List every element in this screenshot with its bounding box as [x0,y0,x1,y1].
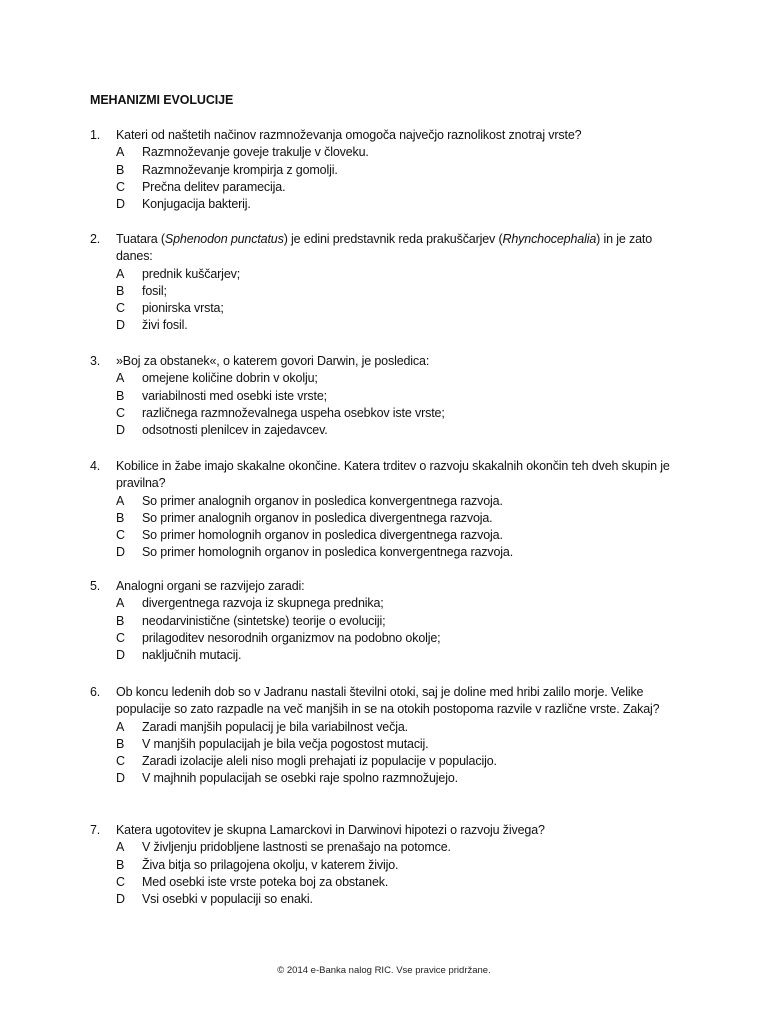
answer-option-b: B neodarvinistične (sintetske) teorije o evoluciji; [116,613,386,628]
answer-option-b: B V manjših populacijah je bila večja pogostost mutacij. [116,736,429,751]
question-stem: 3. »Boj za obstanek«, o katerem govori Darwin, je posledica: [90,353,690,370]
page-title: MEHANIZMI EVOLUCIJE [90,93,234,107]
answer-option-b: B So primer analognih organov in posledica divergentnega razvoja. [116,510,493,525]
answer-options [90,839,690,908]
answer-option-d: D Konjugacija bakterij. [116,197,251,212]
answer-option-c: C pionirska vrsta; [116,301,224,316]
question-stem: 7. Katera ugotovitev je skupna Lamarckovi in Darwinovi hipotezi o razvoju živega? [90,822,690,839]
copyright-footer: © 2014 e-Banka nalog RIC. Vse pravice pridržane. [277,965,491,976]
answer-option-d: D Vsi osebki v populaciji so enaki. [116,892,313,907]
answer-option-c: C Med osebki iste vrste poteka boj za obstanek. [116,874,389,889]
answer-option-c: C različnega razmnoževalnega uspeha osebkov iste vrste; [116,405,445,420]
answer-option-b: B Razmnoževanje krompirja z gomolji. [116,162,338,177]
question-stem: 2. Tuatara (Sphenodon punctatus) je edini predstavnik reda prakuščarjev (Rhynchocephalia) in je zato danes: [90,232,653,264]
question-stem: 1. Kateri od naštetih načinov razmnoževanja omogoča največjo raznolikost znotraj vrste? [90,127,690,144]
question-stem: 5. Analogni organi se razvijejo zaradi: [90,578,690,595]
question-stem: 6. Ob koncu ledenih dob so v Jadranu nastali številni otoki, saj je doline med hribi zalilo morje. Velike populacije so zato razpadle na več manjših in se na otokih postopoma razvile v različne vrste. Zakaj? [90,685,660,717]
answer-options [90,144,690,213]
answer-options [90,266,690,335]
question-5 [90,578,690,664]
answer-options [90,595,690,664]
question-4 [90,458,690,562]
question-number: 3. [90,354,101,368]
question-number: 7. [90,823,101,837]
answer-option-a: A Razmnoževanje goveje trakulje v človeku. [116,145,369,160]
answer-option-d: D živi fosil. [116,318,188,333]
order-name: Rhynchocephalia [502,232,597,246]
answer-option-a: A divergentnega razvoja iz skupnega prednika; [116,596,384,611]
question-7 [90,822,690,908]
answer-option-a: A omejene količine dobrin v okolju; [116,371,318,386]
question-number: 6. [90,685,101,699]
answer-option-d: D naključnih mutacij. [116,648,242,663]
answer-option-d: D So primer homolognih organov in posledica konvergentnega razvoja. [116,545,514,560]
answer-options [90,719,690,788]
question-6 [90,684,690,788]
question-2 [90,231,690,335]
answer-option-a: A So primer analognih organov in posledica konvergentnega razvoja. [116,493,503,508]
question-number: 5. [90,579,101,593]
species-name: Sphenodon punctatus [164,232,284,246]
answer-options [90,370,690,439]
answer-option-a: A Zaradi manjših populacij je bila variabilnost večja. [116,719,408,734]
question-number: 2. [90,232,101,246]
answer-option-b: B Živa bitja so prilagojena okolju, v katerem živijo. [116,857,399,872]
question-1 [90,127,690,213]
question-stem: 4. Kobilice in žabe imajo skakalne okončine. Katera trditev o razvoju skakalnih okončin teh dveh skupin je pravilna? [90,459,670,491]
answer-option-c: C prilagoditev nesorodnih organizmov na podobno okolje; [116,630,441,645]
answer-option-d: D odsotnosti plenilcev in zajedavcev. [116,423,328,438]
answer-option-c: C Zaradi izolacije aleli niso mogli prehajati iz populacije v populacijo. [116,754,497,769]
answer-option-c: C So primer homolognih organov in posledica divergentnega razvoja. [116,528,503,543]
answer-option-b: B variabilnosti med osebki iste vrste; [116,388,327,403]
answer-option-d: D V majhnih populacijah se osebki raje spolno razmnožujejo. [116,771,458,786]
answer-option-b: B fosil; [116,283,167,298]
answer-options [90,493,690,562]
answer-option-a: A prednik kuščarjev; [116,266,241,281]
question-3 [90,353,690,439]
answer-option-c: C Prečna delitev paramecija. [116,179,286,194]
answer-option-a: A V življenju pridobljene lastnosti se prenašajo na potomce. [116,840,451,855]
question-number: 4. [90,459,101,473]
question-number: 1. [90,128,101,142]
